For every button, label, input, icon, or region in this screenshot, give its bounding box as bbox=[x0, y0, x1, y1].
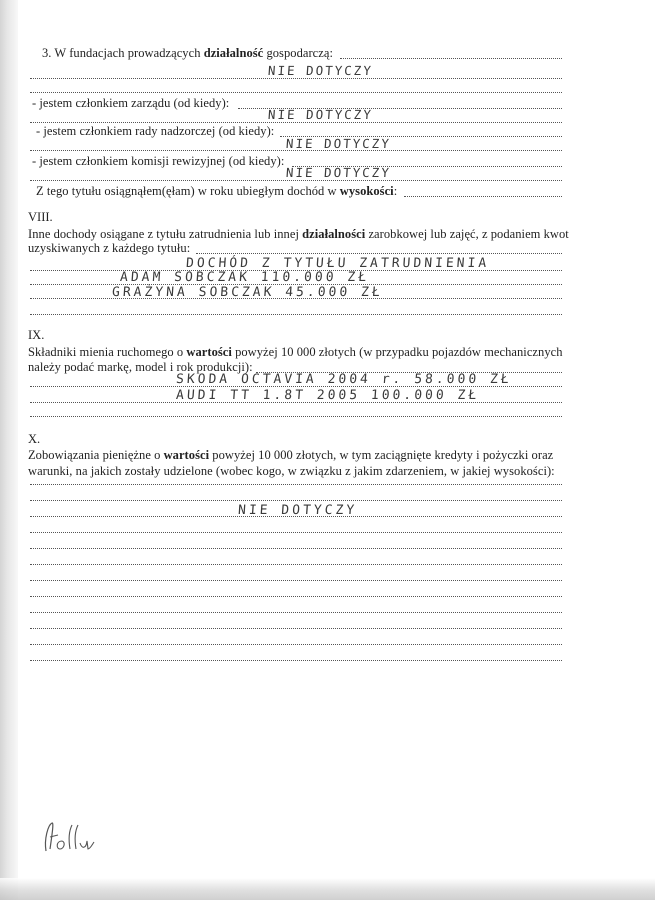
section-x-text-2: warunki, na jakich zostały udzielone (wobec kogo, w związku z jakim zdarzeniem, w jakiej wysokości): bbox=[28, 464, 555, 478]
dotted-line bbox=[30, 92, 562, 93]
text: Inne dochody osiągane z tytułu zatrudnienia lub innej bbox=[28, 227, 303, 241]
text: zarobkowej lub zajęć, z podaniem kwot bbox=[365, 227, 569, 241]
handwritten-answer: NIE DOTYCZY bbox=[267, 107, 374, 122]
handwritten-answer: NIE DOTYCZY bbox=[267, 63, 374, 78]
dotted-line bbox=[30, 298, 562, 299]
section-x-heading: X. bbox=[28, 432, 41, 446]
section-viii-text-1 bbox=[28, 227, 569, 242]
scan-edge-left bbox=[0, 0, 18, 900]
text: Zobowiązania pieniężne o bbox=[28, 448, 164, 462]
dotted-line bbox=[30, 78, 562, 79]
dotted-line bbox=[30, 122, 562, 123]
dotted-line bbox=[30, 596, 562, 597]
dotted-line bbox=[30, 516, 562, 517]
section-ix-text-1 bbox=[28, 345, 563, 360]
section-x-text-1 bbox=[28, 448, 553, 463]
text: powyżej 10 000 złotych, w tym zaciągnięte kredyty i pożyczki oraz bbox=[209, 448, 554, 462]
section-viii-text-2: uzyskiwanych z każdego tytułu: bbox=[28, 241, 191, 255]
scan-edge-bottom bbox=[0, 878, 655, 900]
dotted-line bbox=[30, 416, 562, 417]
signature-mark bbox=[40, 815, 100, 855]
audit-label: - jestem członkiem komisji rewizyjnej (od kiedy): bbox=[32, 154, 285, 168]
supervisory-label: - jestem członkiem rady nadzorczej (od kiedy): bbox=[36, 124, 275, 138]
income-bold: wysokości bbox=[339, 184, 394, 198]
dotted-line bbox=[404, 196, 562, 197]
dotted-line bbox=[30, 314, 562, 315]
dotted-line bbox=[196, 253, 562, 254]
handwritten-answer: SKODA OCTAVIA 2004 r. 58.000 ZŁ bbox=[175, 372, 513, 387]
handwritten-answer: AUDI TT 1.8T 2005 100.000 ZŁ bbox=[175, 388, 480, 403]
income-label bbox=[36, 184, 397, 199]
dotted-line bbox=[30, 660, 562, 661]
section-viii-heading: VIII. bbox=[28, 210, 53, 224]
handwritten-answer: ADAM SOBCZAK 110.000 ZŁ bbox=[119, 270, 370, 285]
handwritten-answer: DOCHÓD Z TYTUŁU ZATRUDNIENIA bbox=[185, 256, 490, 271]
dotted-line bbox=[30, 532, 562, 533]
dotted-line bbox=[30, 386, 562, 387]
dotted-line bbox=[30, 180, 562, 181]
handwritten-answer: NIE DOTYCZY bbox=[285, 165, 392, 180]
income-colon: : bbox=[393, 184, 398, 198]
bold-text: działalności bbox=[302, 227, 366, 241]
section-3-intro bbox=[42, 46, 333, 61]
dotted-line bbox=[30, 500, 562, 501]
intro-text: 3. W fundacjach prowadzących bbox=[42, 46, 204, 60]
handwritten-answer: NIE DOTYCZY bbox=[237, 503, 358, 518]
income-text: Z tego tytułu osiągnąłem(ęłam) w roku ubiegłym dochód w bbox=[36, 184, 340, 198]
dotted-line bbox=[30, 628, 562, 629]
handwritten-answer: NIE DOTYCZY bbox=[285, 136, 392, 151]
dotted-line bbox=[30, 564, 562, 565]
dotted-line bbox=[30, 150, 562, 151]
section-ix-heading: IX. bbox=[28, 328, 45, 342]
dotted-line bbox=[30, 548, 562, 549]
text: Składniki mienia ruchomego o bbox=[28, 345, 187, 359]
text: powyżej 10 000 złotych (w przypadku pojazdów mechanicznych bbox=[231, 345, 563, 359]
dotted-line bbox=[30, 484, 562, 485]
section-ix-text-2: należy podać markę, model i rok produkcji): bbox=[28, 360, 253, 374]
intro-text-end: gospodarczą: bbox=[263, 46, 333, 60]
dotted-line bbox=[30, 402, 562, 403]
dotted-line bbox=[340, 58, 562, 59]
dotted-line bbox=[30, 580, 562, 581]
bold-text: wartości bbox=[163, 448, 210, 462]
handwritten-answer: GRAŻYNA SOBCZAK 45.000 ZŁ bbox=[111, 285, 384, 300]
intro-bold: działalność bbox=[203, 46, 264, 60]
board-label: - jestem członkiem zarządu (od kiedy): bbox=[32, 96, 230, 110]
bold-text: wartości bbox=[186, 345, 232, 359]
dotted-line bbox=[30, 612, 562, 613]
dotted-line bbox=[30, 644, 562, 645]
